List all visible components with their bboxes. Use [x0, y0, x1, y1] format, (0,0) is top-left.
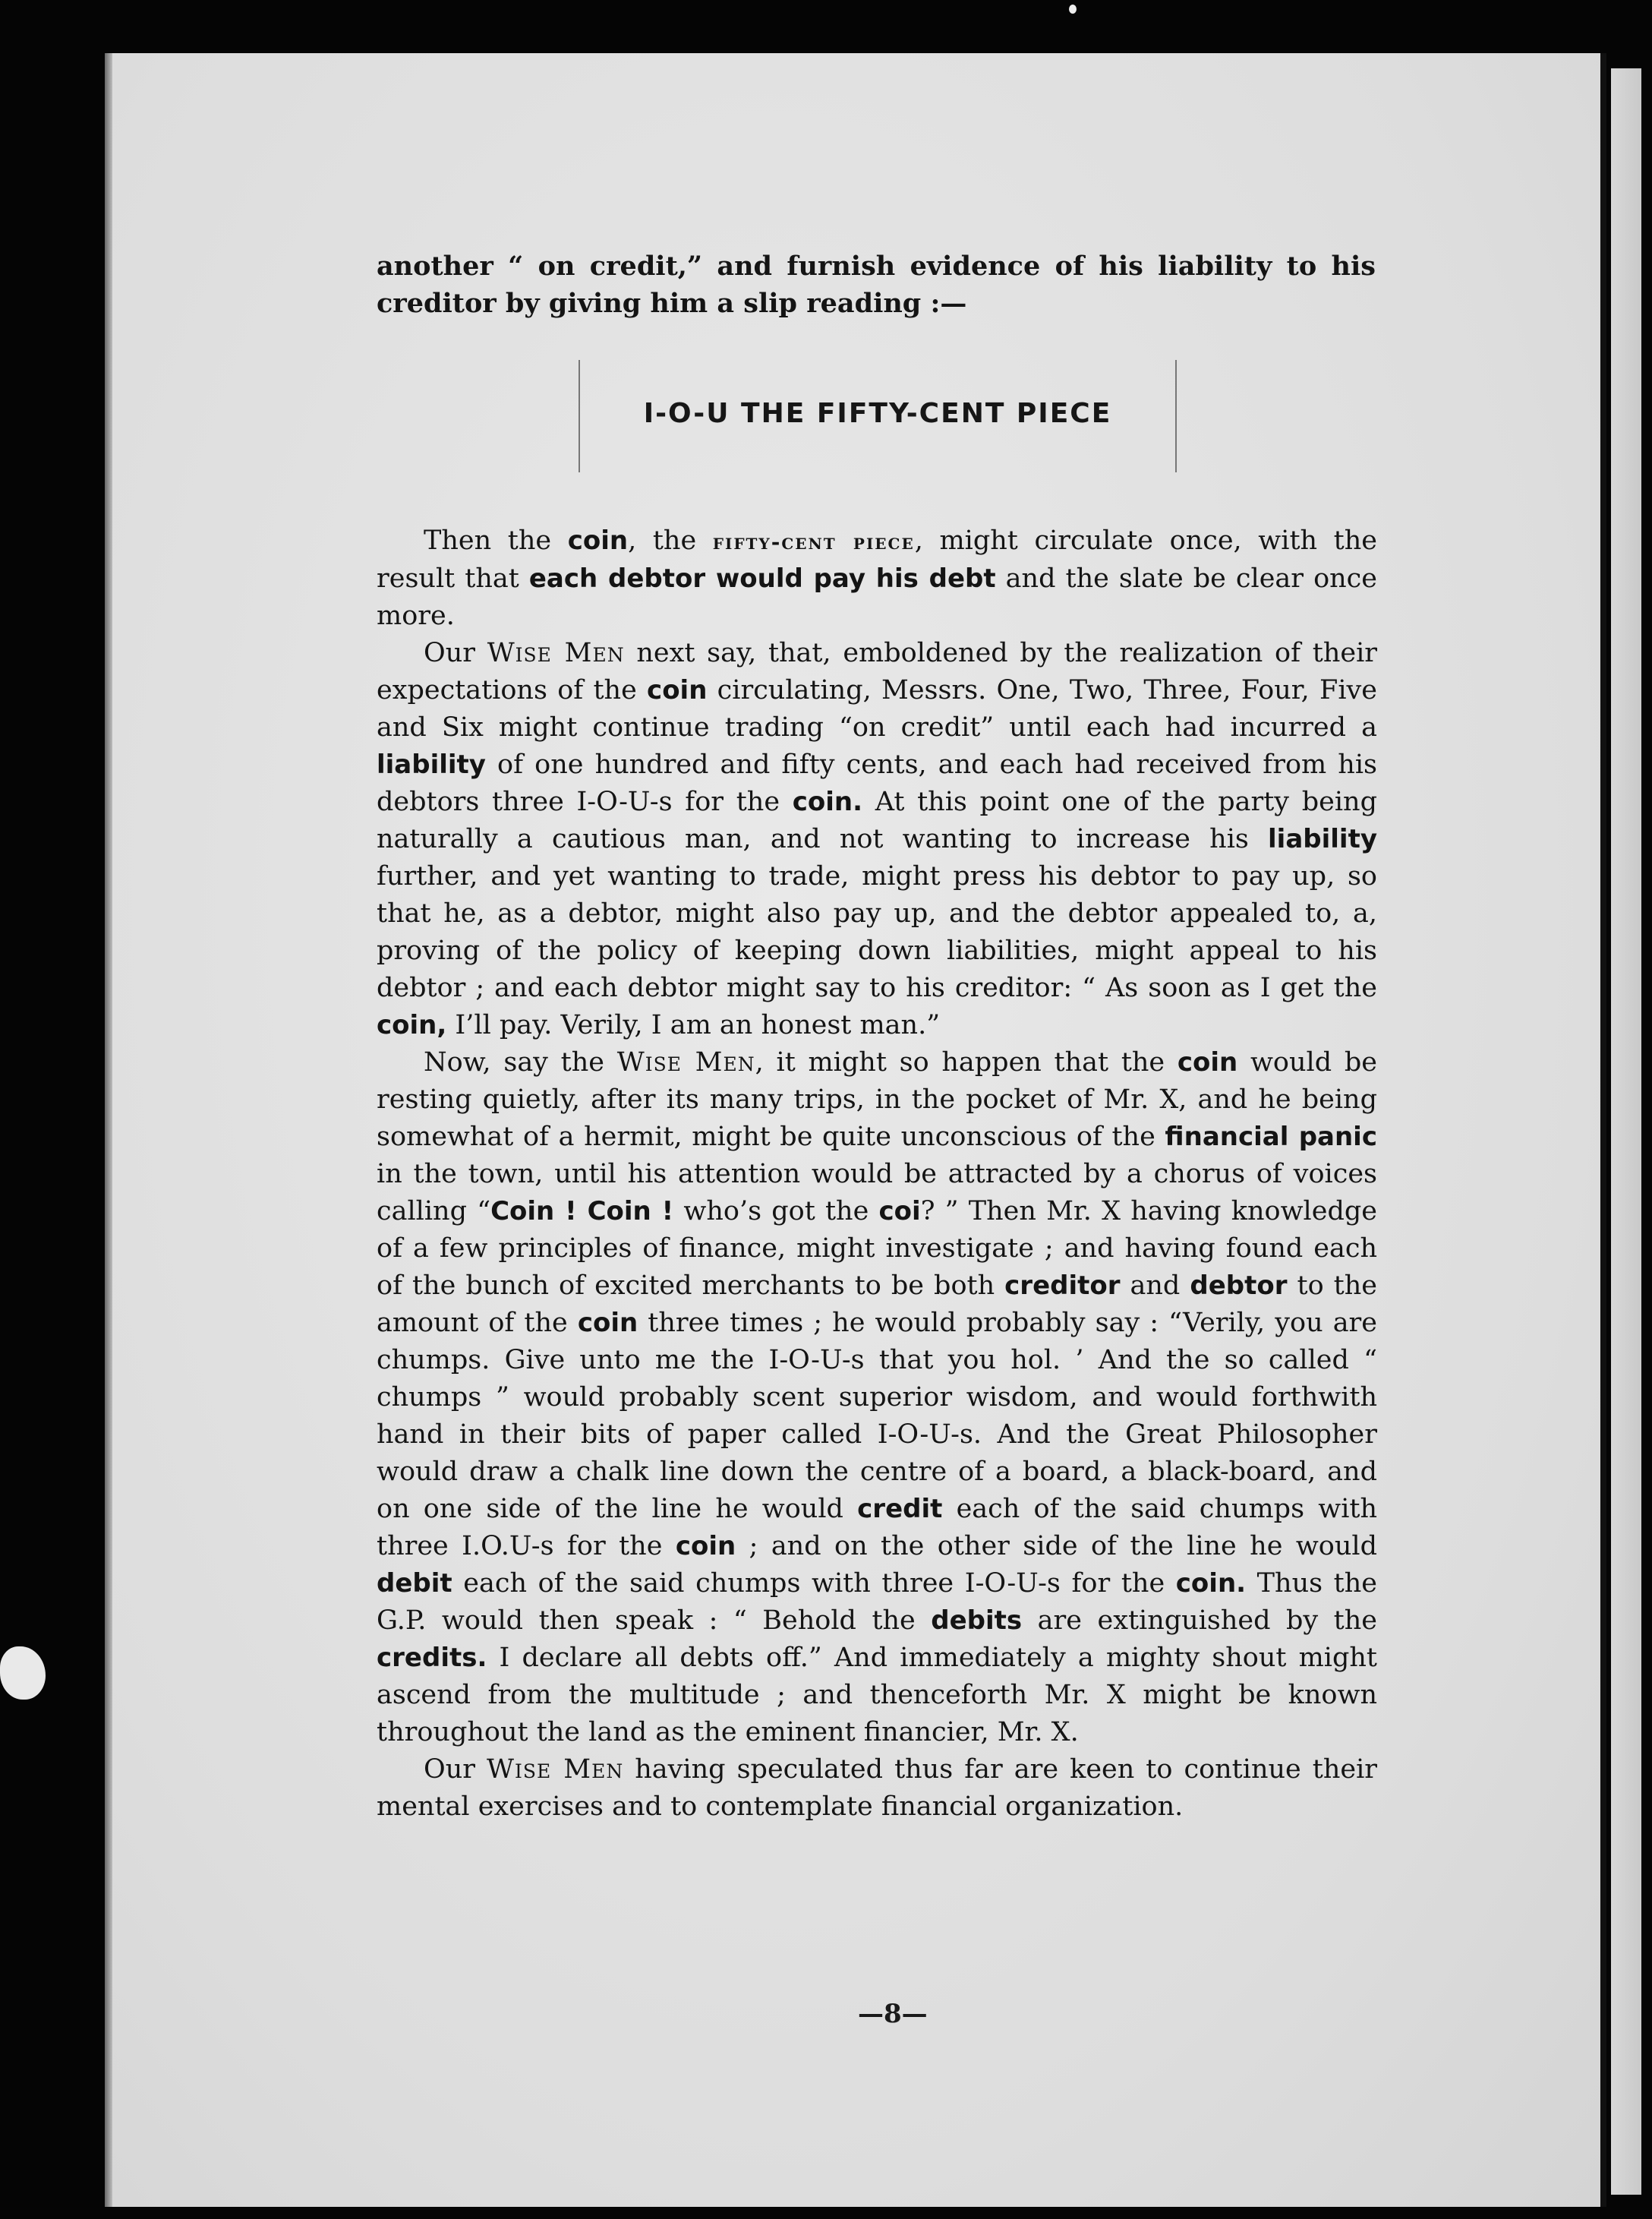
emphasis: credit [857, 1494, 943, 1524]
emphasis: liability [377, 750, 486, 780]
emphasis: debtor [1190, 1270, 1288, 1301]
emphasis: creditor [1004, 1270, 1121, 1301]
iou-slip-text: I-O-U THE FIFTY-CENT PIECE [643, 398, 1112, 429]
emphasis: coin, [377, 1010, 447, 1040]
scan-artifact [0, 1646, 46, 1700]
emphasis: coin. [1175, 1568, 1247, 1599]
emphasis: coin [675, 1531, 736, 1561]
emphasis: coin [567, 526, 629, 556]
emphasis: liability [1268, 824, 1377, 854]
emphasis: debits [931, 1605, 1023, 1636]
body-text [377, 522, 1377, 1826]
page-number: —8— [858, 1999, 928, 2029]
page-edge [1600, 53, 1606, 2207]
emphasis: credits. [377, 1643, 487, 1673]
small-caps-term: Wise Men [616, 1047, 755, 1078]
emphasis: coin. [792, 787, 863, 817]
page-gutter-edge [105, 53, 112, 2207]
small-caps-term: Wise Men [487, 638, 625, 668]
intro-text: another “ on credit,” and furnish evidence of his liability to his creditor by giving him a slip reading :— [377, 251, 1376, 319]
emphasis: coi [878, 1196, 921, 1226]
adjacent-page-edge [1611, 68, 1641, 2195]
iou-slip [579, 360, 1177, 472]
small-caps-term: Wise Men [487, 1754, 624, 1785]
emphasis: Coin ! Coin ! [490, 1196, 674, 1226]
emphasis: financial panic [1165, 1122, 1377, 1152]
emphasis: coin [1177, 1047, 1238, 1078]
small-caps-term: fifty-cent piece [712, 529, 915, 554]
scan-artifact [1069, 5, 1077, 14]
emphasis: coin [577, 1308, 638, 1338]
paragraph: Our Wise Men having speculated thus far are keen to continue their mental exercises and to contemplate financial organization. [377, 1754, 1378, 1822]
emphasis: debit [377, 1568, 452, 1599]
paragraph: Then the coin, the fifty-cent piece, might circulate once, with the result that each debtor would pay his debt and the slate be clear once more. [377, 526, 1377, 631]
emphasis: coin [647, 675, 708, 705]
paragraph: Now, say the Wise Men, it might so happen that the coin would be resting quietly, after its many trips, in the pocket of Mr. X, and he being somewhat of a hermit, might be quite unconscious of the financial panic in the town, until his attention would be attracted by a chorus of voices calling “Coin ! Coin ! who’s got the coi? ” Then Mr. X having knowledge of a few principles of finance, might investigate ; and having found each of the bunch of excited merchants to be both creditor and debtor to the amount of the coin three times ; he would probably say : “Verily, you are chumps. Give unto me the I-O-U-s that you hol. ’ And the so called “ chumps ” would probably scent superior wisdom, and would forthwith hand in their bits of paper called I-O-U-s. And the Great Philosopher would draw a chalk line down the centre of a board, a black-board, and on one side of the line he would credit each of the said chumps with three I.O.U-s for the coin ; and on the other side of the line he would debit each of the said chumps with three I-O-U-s for the coin. Thus the G.P. would then speak : “ Behold the debits are extinguished by the credits. I declare all debts off.” And immediately a mighty shout might ascend from the multitude ; and thenceforth Mr. X might be known throughout the land as the eminent financier, Mr. X. [377, 1047, 1377, 1747]
emphasis: each debtor would pay his debt [528, 563, 996, 594]
paragraph: Our Wise Men next say, that, emboldened by the realization of their expectations of the coin circulating, Messrs. One, Two, Three, Four, Five and Six might continue trading “on credit” until each had incurred a liability of one hundred and fifty cents, and each had received from his debtors three I-O-U-s for the coin. At this point one of the party being naturally a cautious man, and not wanting to increase his liability further, and yet wanting to trade, might press his debtor to pay up, so that he, as a debtor, might also pay up, and the debtor appealed to, a, proving of the policy of keeping down liabilities, might appeal to his debtor ; and each debtor might say to his creditor: “ As soon as I get the coin, I’ll pay. Verily, I am an honest man.” [377, 638, 1377, 1040]
